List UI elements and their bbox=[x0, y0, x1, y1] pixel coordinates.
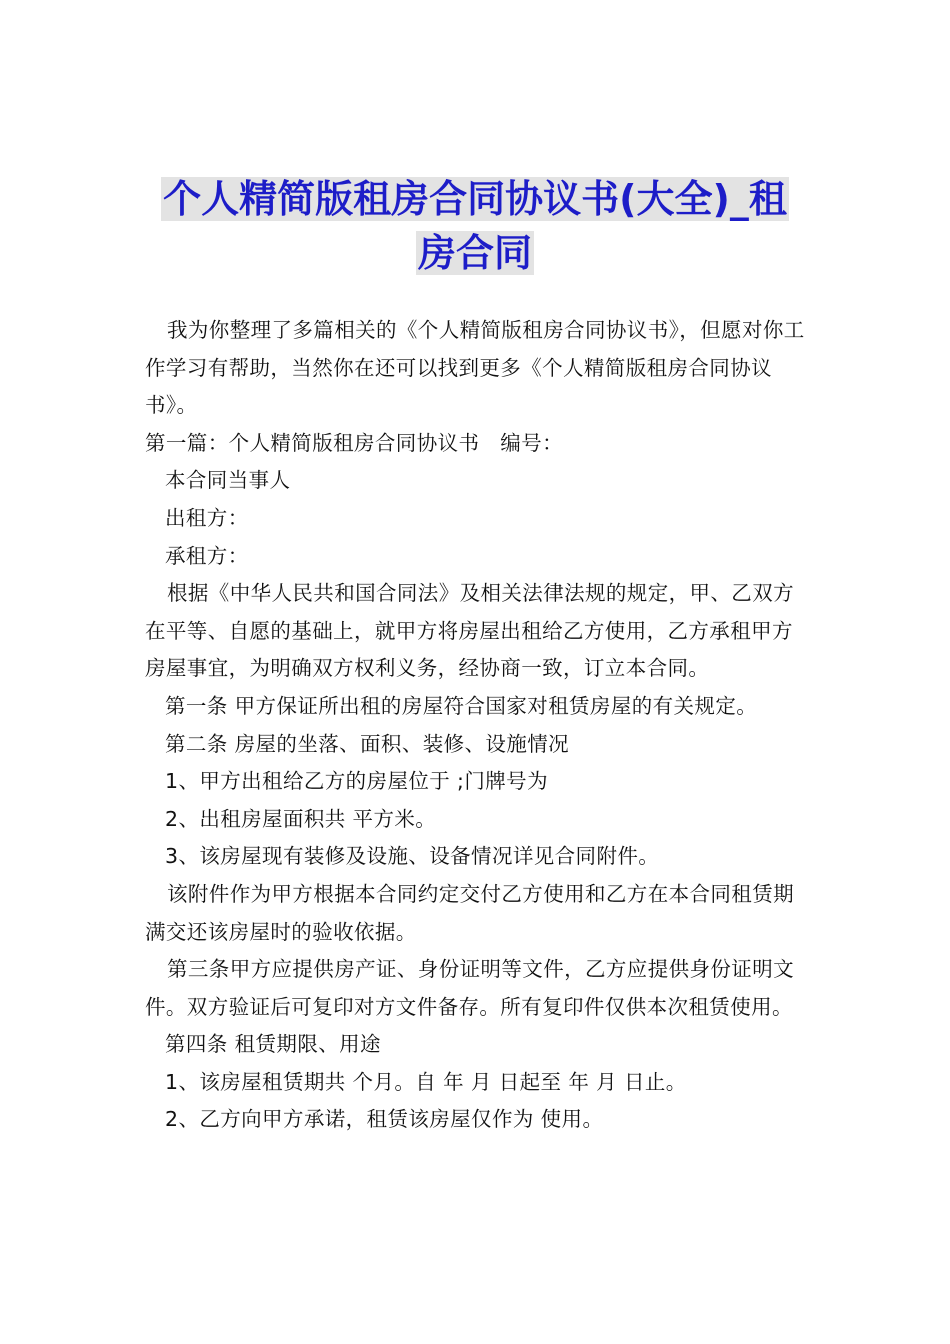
article-1: 第一条 甲方保证所出租的房屋符合国家对租赁房屋的有关规定。 bbox=[165, 693, 758, 718]
title-line-1: 个人精简版租房合同协议书(大全)_租 bbox=[163, 177, 787, 221]
article-2-item-3: 3、该房屋现有装修及设施、设备情况详见合同附件。 bbox=[165, 844, 660, 869]
parties-heading: 本合同当事人 bbox=[165, 468, 291, 493]
article-3: 第三条甲方应提供房产证、身份证明等文件，乙方应提供身份证明文件。双方验证后可复印对方文件备存。所有复印件仅供本次租赁使用。 bbox=[145, 957, 794, 1019]
article-4-item-1: 1、该房屋租赁期共 个月。自 年 月 日起至 年 月 日止。 bbox=[165, 1069, 687, 1094]
article-2-item-2: 2、出租房屋面积共 平方米。 bbox=[165, 806, 437, 831]
document-title bbox=[140, 172, 810, 280]
article-2-heading: 第二条 房屋的坐落、面积、装修、设施情况 bbox=[165, 731, 570, 756]
intro-paragraph: 我为你整理了多篇相关的《个人精简版租房合同协议书》，但愿对你工作学习有帮助，当然你在还可以找到更多《个人精简版租房合同协议书》。 bbox=[145, 318, 805, 418]
document-body bbox=[145, 312, 805, 1139]
preamble-paragraph: 根据《中华人民共和国合同法》及相关法律法规的规定，甲、乙双方在平等、自愿的基础上，就甲方将房屋出租给乙方使用，乙方承租甲方房屋事宜，为明确双方权利义务，经协商一致，订立本合同。 bbox=[145, 581, 794, 681]
article-2-item-1: 1、甲方出租给乙方的房屋位于 ;门牌号为 bbox=[165, 769, 548, 794]
lessor-line: 出租方： bbox=[165, 505, 249, 530]
article-4-item-2: 2、乙方向甲方承诺，租赁该房屋仅作为 使用。 bbox=[165, 1107, 604, 1132]
article-4-heading: 第四条 租赁期限、用途 bbox=[165, 1032, 381, 1057]
lessee-line: 承租方： bbox=[165, 543, 249, 568]
appendix-paragraph: 该附件作为甲方根据本合同约定交付乙方使用和乙方在本合同租赁期满交还该房屋时的验收依据。 bbox=[145, 881, 794, 944]
title-line-2: 房合同 bbox=[417, 231, 532, 275]
section-heading-1: 第一篇：个人精简版租房合同协议书 编号： bbox=[145, 430, 563, 455]
